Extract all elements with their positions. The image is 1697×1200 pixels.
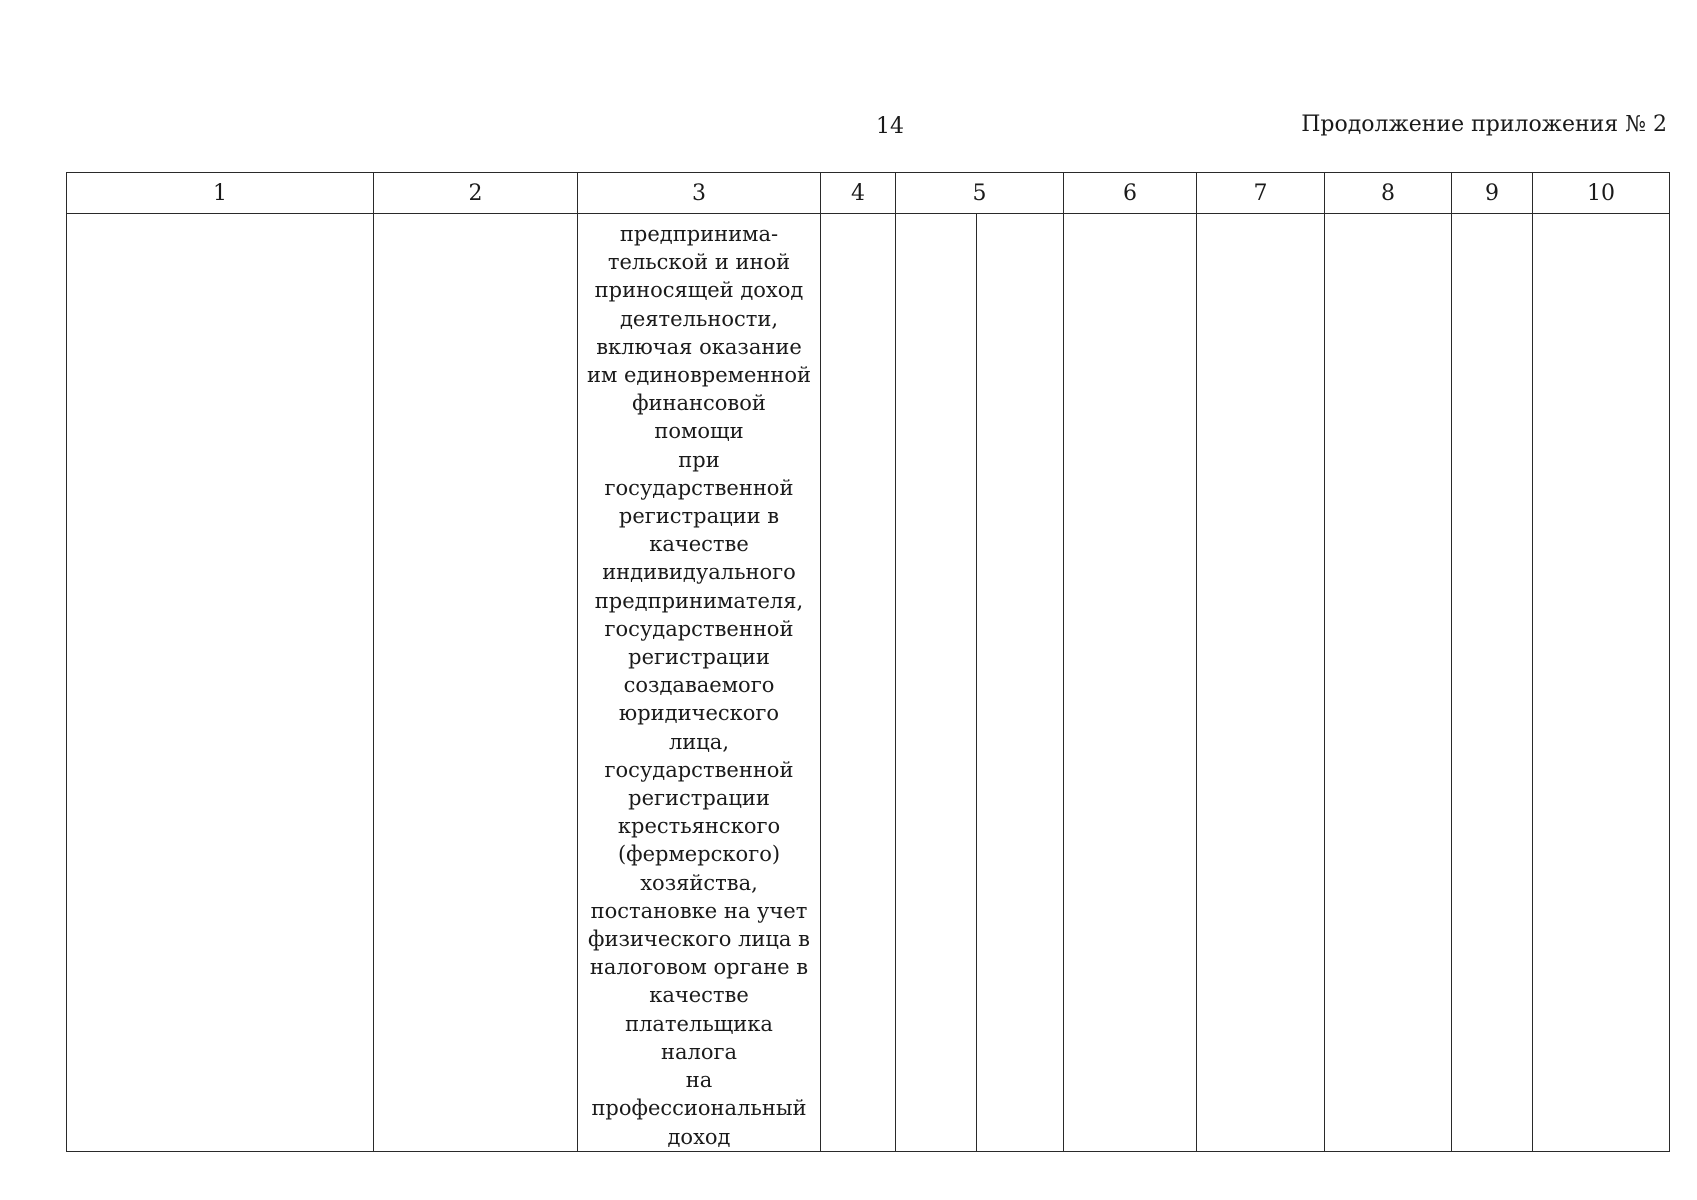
cell-col-5a — [896, 214, 977, 1152]
cell-col-9 — [1452, 214, 1533, 1152]
appendix-table — [66, 172, 1670, 1152]
cell-col-4 — [821, 214, 896, 1152]
cell-col-8 — [1325, 214, 1452, 1152]
col3-line: на — [685, 1068, 713, 1093]
col3-line: профессиональный — [591, 1096, 807, 1121]
cell-col-2 — [374, 214, 578, 1152]
col3-line: тельской и иной — [607, 250, 791, 275]
col3-line: хозяйства, — [640, 870, 758, 895]
column-header-3: 3 — [578, 173, 821, 214]
table-row — [67, 214, 1670, 1152]
col3-line: государственной — [604, 757, 794, 782]
column-header-4: 4 — [821, 173, 896, 214]
col3-line: регистрации в — [618, 504, 780, 529]
column-header-5: 5 — [896, 173, 1064, 214]
col3-line: налоговом органе в — [589, 955, 809, 980]
col3-line: предпринимателя, — [594, 588, 804, 613]
cell-col-1 — [67, 214, 374, 1152]
col3-line: деятельности, — [619, 306, 779, 331]
col3-line: доход — [667, 1124, 731, 1149]
col3-line: создаваемого — [623, 673, 775, 698]
col3-line: регистрации — [628, 645, 770, 670]
column-header-1: 1 — [67, 173, 374, 214]
col3-line: постановке на учет — [590, 898, 808, 923]
cell-col-7 — [1197, 214, 1325, 1152]
col3-line: качестве — [649, 532, 749, 557]
cell-col-5b — [977, 214, 1064, 1152]
column-header-9: 9 — [1452, 173, 1533, 214]
column-header-8: 8 — [1325, 173, 1452, 214]
col3-line: физического лица в — [588, 927, 810, 952]
cell-col-10 — [1533, 214, 1670, 1152]
col3-description — [578, 214, 820, 1151]
page-number: 14 — [876, 114, 904, 139]
col3-line: государственной — [604, 616, 794, 641]
col3-line: при государственной — [604, 447, 794, 500]
column-header-6: 6 — [1064, 173, 1197, 214]
col3-line: качестве — [649, 983, 749, 1008]
appendix-continuation-note: Продолжение приложения № 2 — [1301, 112, 1667, 137]
col3-line: (фермерского) — [617, 842, 781, 867]
col3-line: им единовременной — [586, 363, 812, 388]
col3-line: юридического лица, — [618, 701, 780, 754]
column-header-2: 2 — [374, 173, 578, 214]
col3-line: предпринима- — [619, 222, 779, 246]
col3-line: финансовой помощи — [632, 391, 766, 444]
col3-line: плательщика налога — [625, 1011, 773, 1064]
col3-line: включая оказание — [596, 334, 802, 359]
col3-line: регистрации — [628, 786, 770, 811]
col3-line: приносящей доход — [594, 278, 804, 303]
cell-col-6 — [1064, 214, 1197, 1152]
col3-line: крестьянского — [617, 814, 781, 839]
column-header-7: 7 — [1197, 173, 1325, 214]
col3-line: индивидуального — [602, 560, 796, 585]
column-header-10: 10 — [1533, 173, 1670, 214]
cell-col-3 — [578, 214, 821, 1152]
table-header-row — [67, 173, 1670, 214]
